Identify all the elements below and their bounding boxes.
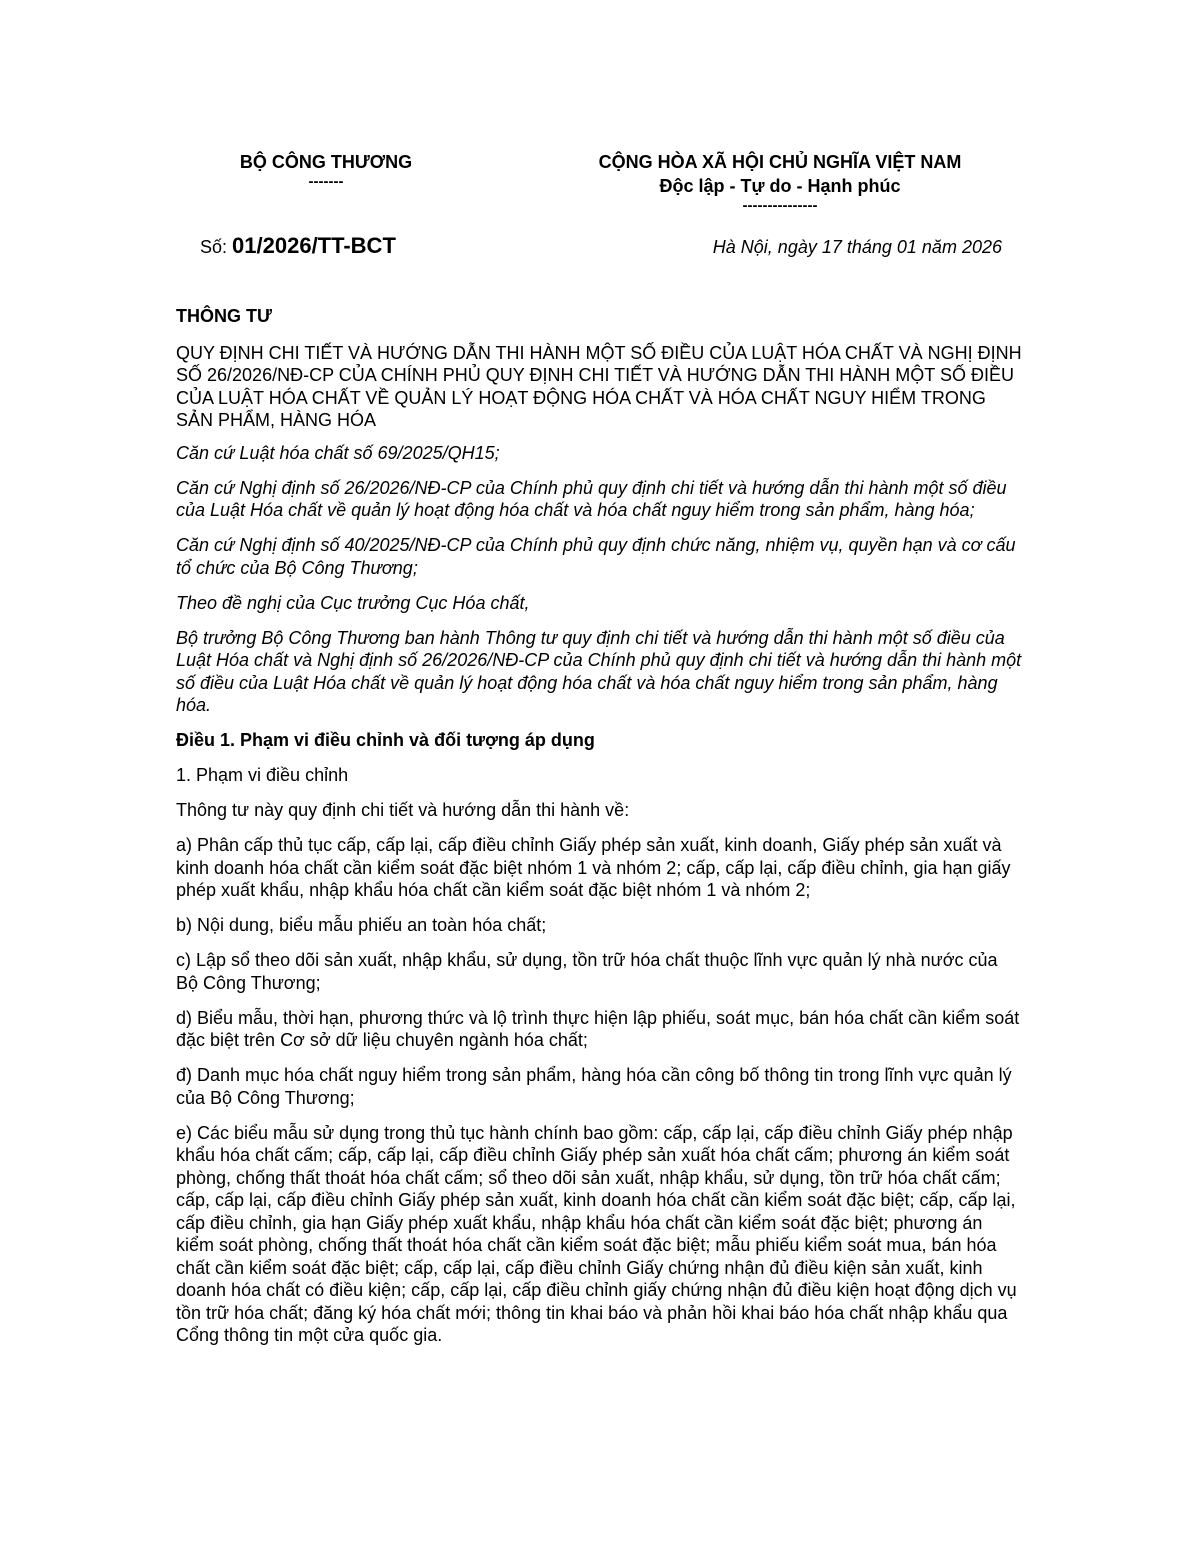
point-c: c) Lập sổ theo dõi sản xuất, nhập khẩu, sử dụng, tồn trữ hóa chất thuộc lĩnh vực quản lý nhà nước của Bộ Công Thương; <box>176 950 998 993</box>
national-motto: Độc lập - Tự do - Hạnh phúc <box>659 176 901 196</box>
clause-1-intro: Thông tư này quy định chi tiết và hướng dẫn thi hành về: <box>176 800 630 820</box>
clause-1-title: 1. Phạm vi điều chỉnh <box>176 765 349 785</box>
document-subject: QUY ĐỊNH CHI TIẾT VÀ HƯỚNG DẪN THI HÀNH MỘT SỐ ĐIỀU CỦA LUẬT HÓA CHẤT VÀ NGHỊ ĐỊNH SỐ 26/2026/NĐ-CP CỦA CHÍNH PHỦ QUY ĐỊNH CHI TIẾT VÀ HƯỚNG DẪN THI HÀNH MỘT SỐ ĐIỀU CỦA LUẬT HÓA CHẤT VỀ QUẢN LÝ HOẠT ĐỘNG HÓA CHẤT VÀ HÓA CHẤT NGUY HIỂM TRONG SẢN PHẨM, HÀNG HÓA <box>176 342 1022 430</box>
article-1-title: Điều 1. Phạm vi điều chỉnh và đối tượng áp dụng <box>176 730 595 750</box>
legal-basis-4: Theo đề nghị của Cục trưởng Cục Hóa chất, <box>176 592 530 613</box>
legal-basis-2: Căn cứ Nghị định số 26/2026/NĐ-CP của Chính phủ quy định chi tiết và hướng dẫn thi hành một số điều của Luật Hóa chất về quản lý hoạt động hóa chất và hóa chất nguy hiểm trong sản phẩm, hàng hóa; <box>176 477 1007 520</box>
national-title: CỘNG HÒA XÃ HỘI CHỦ NGHĨA VIỆT NAM <box>598 152 962 172</box>
agency-separator: ------- <box>308 173 344 190</box>
point-e: e) Các biểu mẫu sử dụng trong thủ tục hành chính bao gồm: cấp, cấp lại, cấp điều chỉnh Giấy phép nhập khẩu hóa chất cấm; cấp, cấp lại, cấp điều chỉnh Giấy phép sản xuất hóa chất cấm; phương án kiểm soát phòng, chống thất thoát hóa chất cấm; sổ theo dõi sản xuất, nhập khẩu, sử dụng, tồn trữ hóa chất cấm; cấp, cấp lại, cấp điều chỉnh Giấy phép sản xuất, kinh doanh hóa chất cần kiểm soát đặc biệt; cấp, cấp lại, cấp điều chỉnh, gia hạn Giấy phép xuất khẩu, nhập khẩu hóa chất cần kiểm soát đặc biệt; phương án kiểm soát phòng, chống thất thoát hóa chất cần kiểm soát đặc biệt; mẫu phiếu kiểm soát mua, bán hóa chất cần kiểm soát đặc biệt; cấp, cấp lại, cấp điều chỉnh Giấy chứng nhận đủ điều kiện sản xuất, kinh doanh hóa chất có điều kiện; cấp, cấp lại, cấp điều chỉnh giấy chứng nhận đủ điều kiện hoạt động dịch vụ tồn trữ hóa chất; đăng ký hóa chất mới; thông tin khai báo và phản hồi khai báo hóa chất nhập khẩu qua Cổng thông tin một cửa quốc gia. <box>176 1122 1017 1345</box>
document-type: THÔNG TƯ <box>176 306 272 326</box>
place-and-date: Hà Nội, ngày 17 tháng 01 năm 2026 <box>712 237 1002 257</box>
number-label: Số: <box>200 237 228 257</box>
national-title-block <box>500 150 1060 214</box>
document-body <box>176 305 1024 1359</box>
legal-basis-3: Căn cứ Nghị định số 40/2025/NĐ-CP của Chính phủ quy định chức năng, nhiệm vụ, quyền hạn và cơ cấu tổ chức của Bộ Công Thương; <box>176 535 1016 578</box>
document-header <box>0 150 1200 260</box>
document-number <box>200 232 500 261</box>
point-a: a) Phân cấp thủ tục cấp, cấp lại, cấp điều chỉnh Giấy phép sản xuất, kinh doanh, Giấy phép sản xuất và kinh doanh hóa chất cần kiểm soát đặc biệt nhóm 1 và nhóm 2; cấp, cấp lại, cấp điều chỉnh, gia hạn giấy phép xuất khẩu, nhập khẩu hóa chất cần kiểm soát đặc biệt nhóm 1 và nhóm 2; <box>176 835 1011 900</box>
issuance-statement: Bộ trưởng Bộ Công Thương ban hành Thông tư quy định chi tiết và hướng dẫn thi hành một số điều của Luật Hóa chất và Nghị định số 26/2026/NĐ-CP của Chính phủ quy định chi tiết và hướng dẫn thi hành một số điều của Luật Hóa chất về quản lý hoạt động hóa chất và hóa chất nguy hiểm trong sản phẩm, hàng hóa. <box>176 627 1022 715</box>
legal-basis-1: Căn cứ Luật hóa chất số 69/2025/QH15; <box>176 442 500 463</box>
point-b: b) Nội dung, biểu mẫu phiếu an toàn hóa chất; <box>176 915 547 935</box>
motto-separator: --------------- <box>742 197 818 214</box>
agency-block <box>176 150 476 190</box>
number-value: 01/2026/TT-BCT <box>232 233 396 258</box>
point-d: d) Biểu mẫu, thời hạn, phương thức và lộ trình thực hiện lập phiếu, soát mục, bán hóa chất cần kiểm soát đặc biệt trên Cơ sở dữ liệu chuyên ngành hóa chất; <box>176 1007 1020 1050</box>
issuing-agency: BỘ CÔNG THƯƠNG <box>239 152 413 172</box>
point-dd: đ) Danh mục hóa chất nguy hiểm trong sản phẩm, hàng hóa cần công bố thông tin trong lĩnh vực quản lý của Bộ Công Thương; <box>176 1065 1012 1108</box>
